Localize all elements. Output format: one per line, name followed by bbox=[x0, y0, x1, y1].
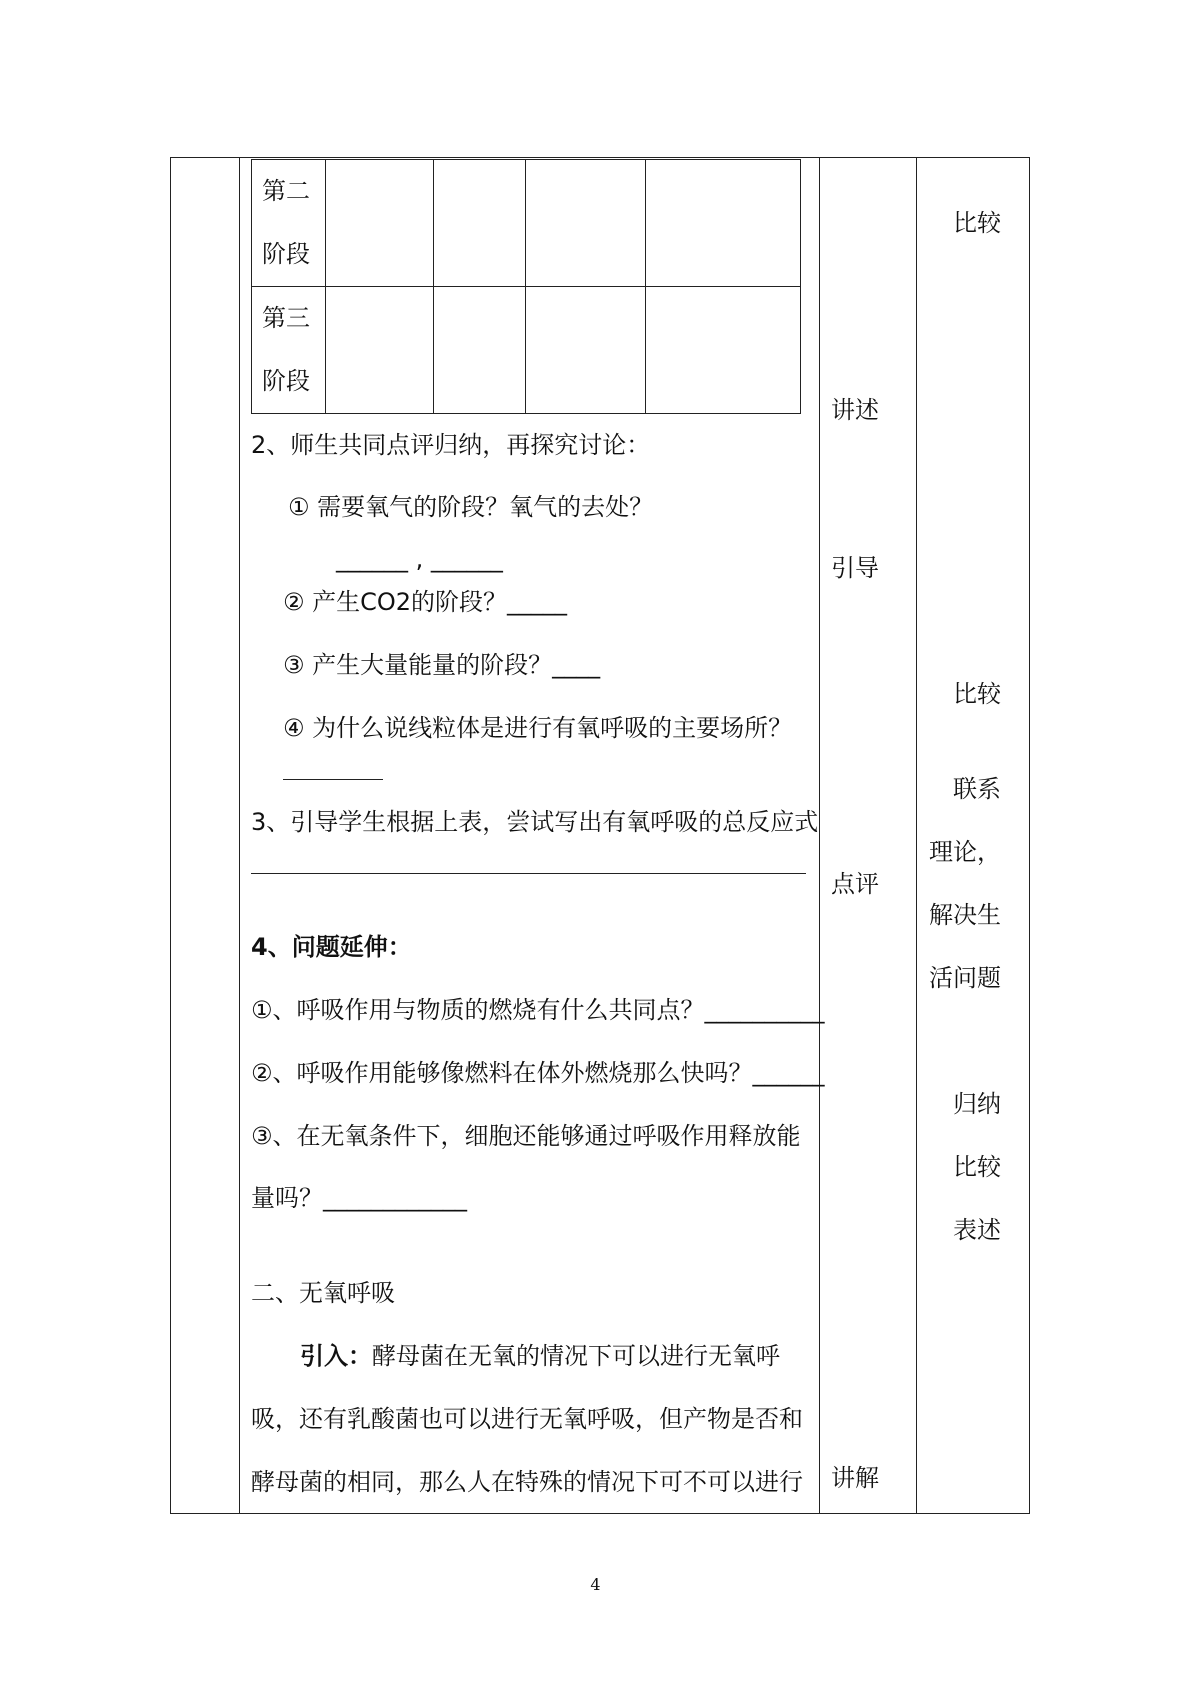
student-note-4: 理论， bbox=[929, 838, 1001, 866]
item-2-3: ③ 产生大量能量的阶段？____ bbox=[283, 651, 601, 679]
question-1: ①、呼吸作用与物质的燃烧有什么共同点？__________ bbox=[251, 996, 825, 1024]
intro-text-1: 酵母菌在无氧的情况下可以进行无氧呼 bbox=[372, 1342, 780, 1370]
item-2-2: ② 产生CO2的阶段？_____ bbox=[283, 588, 568, 616]
teacher-note-4: 讲解 bbox=[831, 1464, 879, 1492]
item-2-1-blank: ______ , ______ bbox=[336, 545, 503, 573]
stage-2-label: 第二阶段 bbox=[262, 177, 310, 268]
section-2-heading: 二、无氧呼吸 bbox=[251, 1279, 395, 1307]
student-note-9: 表述 bbox=[953, 1216, 1001, 1244]
student-note-5: 解决生 bbox=[929, 901, 1001, 929]
teacher-note-3: 点评 bbox=[831, 870, 879, 898]
intro-line-3: 酵母菌的相同，那么人在特殊的情况下可不可以进行 bbox=[251, 1468, 803, 1496]
item-3: 3、引导学生根据上表，尝试写出有氧呼吸的总反应式 bbox=[251, 808, 819, 836]
intro-label: 引入： bbox=[300, 1342, 372, 1370]
intro-line-1 bbox=[300, 1344, 780, 1368]
item-2-4: ④ 为什么说线粒体是进行有氧呼吸的主要场所？ bbox=[283, 714, 793, 742]
student-note-8: 比较 bbox=[953, 1153, 1001, 1181]
teacher-note-2: 引导 bbox=[831, 554, 879, 582]
teacher-note-1: 讲述 bbox=[831, 396, 879, 424]
question-2: ②、呼吸作用能够像燃料在体外燃烧那么快吗？______ bbox=[251, 1059, 825, 1087]
item-2-1: ① 需要氧气的阶段？氧气的去处？ bbox=[288, 493, 654, 521]
page-number: 4 bbox=[590, 1575, 601, 1594]
question-3-line-1: ③、在无氧条件下，细胞还能够通过呼吸作用释放能 bbox=[251, 1122, 801, 1150]
student-note-6: 活问题 bbox=[929, 964, 1001, 992]
question-3-line-2: 量吗？____________ bbox=[251, 1184, 467, 1212]
item-4-heading: 4、问题延伸： bbox=[251, 933, 412, 961]
intro-line-2: 吸，还有乳酸菌也可以进行无氧呼吸，但产物是否和 bbox=[251, 1405, 803, 1433]
stage-3-label: 第三阶段 bbox=[262, 304, 310, 395]
stage-table bbox=[251, 159, 801, 414]
item-2: 2、师生共同点评归纳，再探究讨论： bbox=[251, 431, 651, 459]
student-note-1: 比较 bbox=[953, 209, 1001, 237]
student-note-7: 归纳 bbox=[953, 1090, 1001, 1118]
student-note-3: 联系 bbox=[953, 775, 1001, 803]
student-note-2: 比较 bbox=[953, 680, 1001, 708]
